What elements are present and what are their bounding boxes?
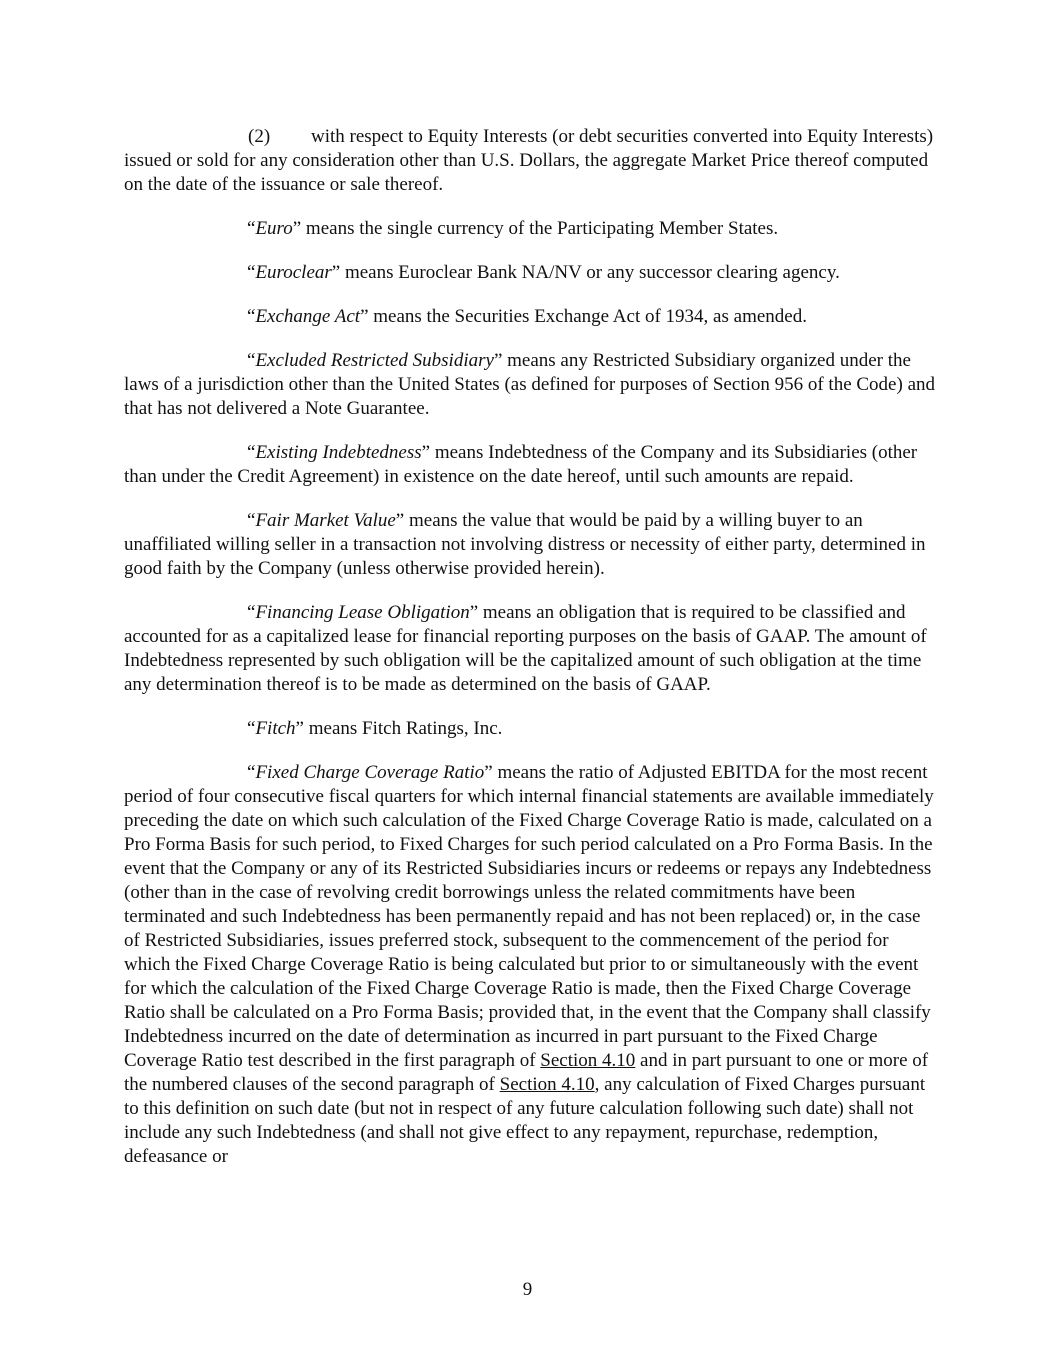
defined-term: Euroclear: [255, 262, 332, 283]
definition-euro: “Euro” means the single currency of the Participating Member States.: [247, 218, 779, 239]
definition-text: means Euroclear Bank NA/NV or any successor clearing agency.: [344, 262, 840, 283]
definition-excluded-restricted-subsidiary: “Excluded Restricted Subsidiary” means any Restricted Subsidiary organized under the laws of a jurisdiction other than the United States (as defined for purposes of Section 956 of the Code) and that has not delivered a Note Guarantee.: [124, 350, 935, 419]
document-body: [124, 125, 936, 1189]
definition-text: means the Securities Exchange Act of 1934, as amended.: [373, 306, 807, 327]
defined-term: Excluded Restricted Subsidiary: [255, 350, 494, 371]
page-number: 9: [522, 1279, 533, 1300]
definition-text: means Fitch Ratings, Inc.: [308, 718, 503, 739]
definition-euroclear: “Euroclear” means Euroclear Bank NA/NV or any successor clearing agency.: [247, 262, 840, 283]
definition-text: and in part pursuant to one or more of the numbered clauses of the second paragraph of: [124, 1050, 929, 1095]
defined-term: Fair Market Value: [255, 510, 396, 531]
defined-term: Financing Lease Obligation: [255, 602, 470, 623]
definition-text: , any calculation of Fixed Charges pursuant to this definition on such date (but not in respect of any future calculation following such date) shall not include any such Indebtedness (and shall not give effect to any repayment, repurchase, redemption, defeasance or: [124, 1074, 926, 1167]
defined-term: Fixed Charge Coverage Ratio: [255, 762, 485, 783]
definition-exchange-act: “Exchange Act” means the Securities Exchange Act of 1934, as amended.: [247, 306, 807, 327]
definition-text: means an obligation that is required to be classified and accounted for as a capitalized lease for financial reporting purposes on the basis of GAAP. The amount of Indebtedness represented by such obligation will be the capitalized amount of such obligation at the time any determination thereof is to be made as determined on the basis of GAAP.: [124, 602, 927, 695]
clause-number: (2): [248, 126, 271, 147]
defined-term: Euro: [255, 218, 293, 239]
clause-text: with respect to Equity Interests (or debt securities converted into Equity Interests) issued or sold for any consideration other than U.S. Dollars, the aggregate Market Price thereof computed on the date of the issuance or sale thereof.: [124, 126, 934, 195]
definition-fitch: “Fitch” means Fitch Ratings, Inc.: [247, 718, 503, 739]
definition-text: means any Restricted Subsidiary organized under the laws of a jurisdiction other than the United States (as defined for purposes of Section 956 of the Code) and that has not delivered a Note Guarantee.: [124, 350, 935, 419]
definition-fair-market-value: “Fair Market Value” means the value that would be paid by a willing buyer to an unaffiliated willing seller in a transaction not involving distress or necessity of either party, determined in good faith by the Company (unless otherwise provided herein).: [124, 510, 926, 579]
defined-term: Fitch: [255, 718, 296, 739]
clause-2-paragraph: [124, 125, 936, 197]
definition-text: means the single currency of the Participating Member States.: [305, 218, 779, 239]
definition-fixed-charge-coverage-ratio: “Fixed Charge Coverage Ratio” means the ratio of Adjusted EBITDA for the most recent period of four consecutive fiscal quarters for which internal financial statements are available immediately preceding the date on which such calculation of the Fixed Charge Coverage Ratio is made, calculated on a Pro Forma Basis for such period, to Fixed Charges for such period calculated on a Pro Forma Basis. In the event that the Company or any of its Restricted Subsidiaries incurs or redeems or repays any Indebtedness (other than in the case of revolving credit borrowings unless the related commitments have been terminated and such Indebtedness has been permanently repaid and has not been replaced) or, in the case of Restricted Subsidiaries, issues preferred stock, subsequent to the commencement of the period for which the Fixed Charge Coverage Ratio is being calculated but prior to or simultaneously with the event for which the calculation of the Fixed Charge Coverage Ratio is made, then the Fixed Charge Coverage Ratio shall be calculated on a Pro Forma Basis; provided that, in the event that the Company shall classify Indebtedness incurred on the date of determination as incurred in part pursuant to the Fixed Charge Coverage Ratio test described in the first paragraph of Section 4.10 and in part pursuant to one or more of the numbered clauses of the second paragraph of Section 4.10, any calculation of Fixed Charges pursuant to this definition on such date (but not in respect of any future calculation following such date) shall not include any such Indebtedness (and shall not give effect to any repayment, repurchase, redemption, defeasance or: [124, 762, 934, 1167]
definition-existing-indebtedness: “Existing Indebtedness” means Indebtedness of the Company and its Subsidiaries (other than under the Credit Agreement) in existence on the date hereof, until such amounts are repaid.: [124, 442, 918, 487]
definition-financing-lease-obligation: “Financing Lease Obligation” means an obligation that is required to be classified and accounted for as a capitalized lease for financial reporting purposes on the basis of GAAP. The amount of Indebtedness represented by such obligation will be the capitalized amount of such obligation at the time any determination thereof is to be made as determined on the basis of GAAP.: [124, 602, 927, 695]
definition-text: means the value that would be paid by a willing buyer to an unaffiliated willing seller in a transaction not involving distress or necessity of either party, determined in good faith by the Company (unless otherwise provided herein).: [124, 510, 926, 579]
section-reference-link[interactable]: Section 4.10: [499, 1074, 595, 1095]
definition-text: means the ratio of Adjusted EBITDA for the most recent period of four consecutive fiscal quarters for which internal financial statements are available immediately preceding the date on which such calculation of the Fixed Charge Coverage Ratio is made, calculated on a Pro Forma Basis for such period, to Fixed Charges for such period calculated on a Pro Forma Basis. In the event that the Company or any of its Restricted Subsidiaries incurs or redeems or repays any Indebtedness (other than in the case of revolving credit borrowings unless the related commitments have been terminated and such Indebtedness has been permanently repaid and has not been replaced) or, in the case of Restricted Subsidiaries, issues preferred stock, subsequent to the commencement of the period for which the Fixed Charge Coverage Ratio is being calculated but prior to or simultaneously with the event for which the calculation of the Fixed Charge Coverage Ratio is made, then the Fixed Charge Coverage Ratio shall be calculated on a Pro Forma Basis; provided that, in the event that the Company shall classify Indebtedness incurred on the date of determination as incurred in part pursuant to the Fixed Charge Coverage Ratio test described in the first paragraph of: [124, 762, 934, 1071]
definition-text: means Indebtedness of the Company and its Subsidiaries (other than under the Credit Agreement) in existence on the date hereof, until such amounts are repaid.: [124, 442, 918, 487]
defined-term: Exchange Act: [255, 306, 361, 327]
defined-term: Existing Indebtedness: [255, 442, 422, 463]
section-reference-link[interactable]: Section 4.10: [540, 1050, 636, 1071]
